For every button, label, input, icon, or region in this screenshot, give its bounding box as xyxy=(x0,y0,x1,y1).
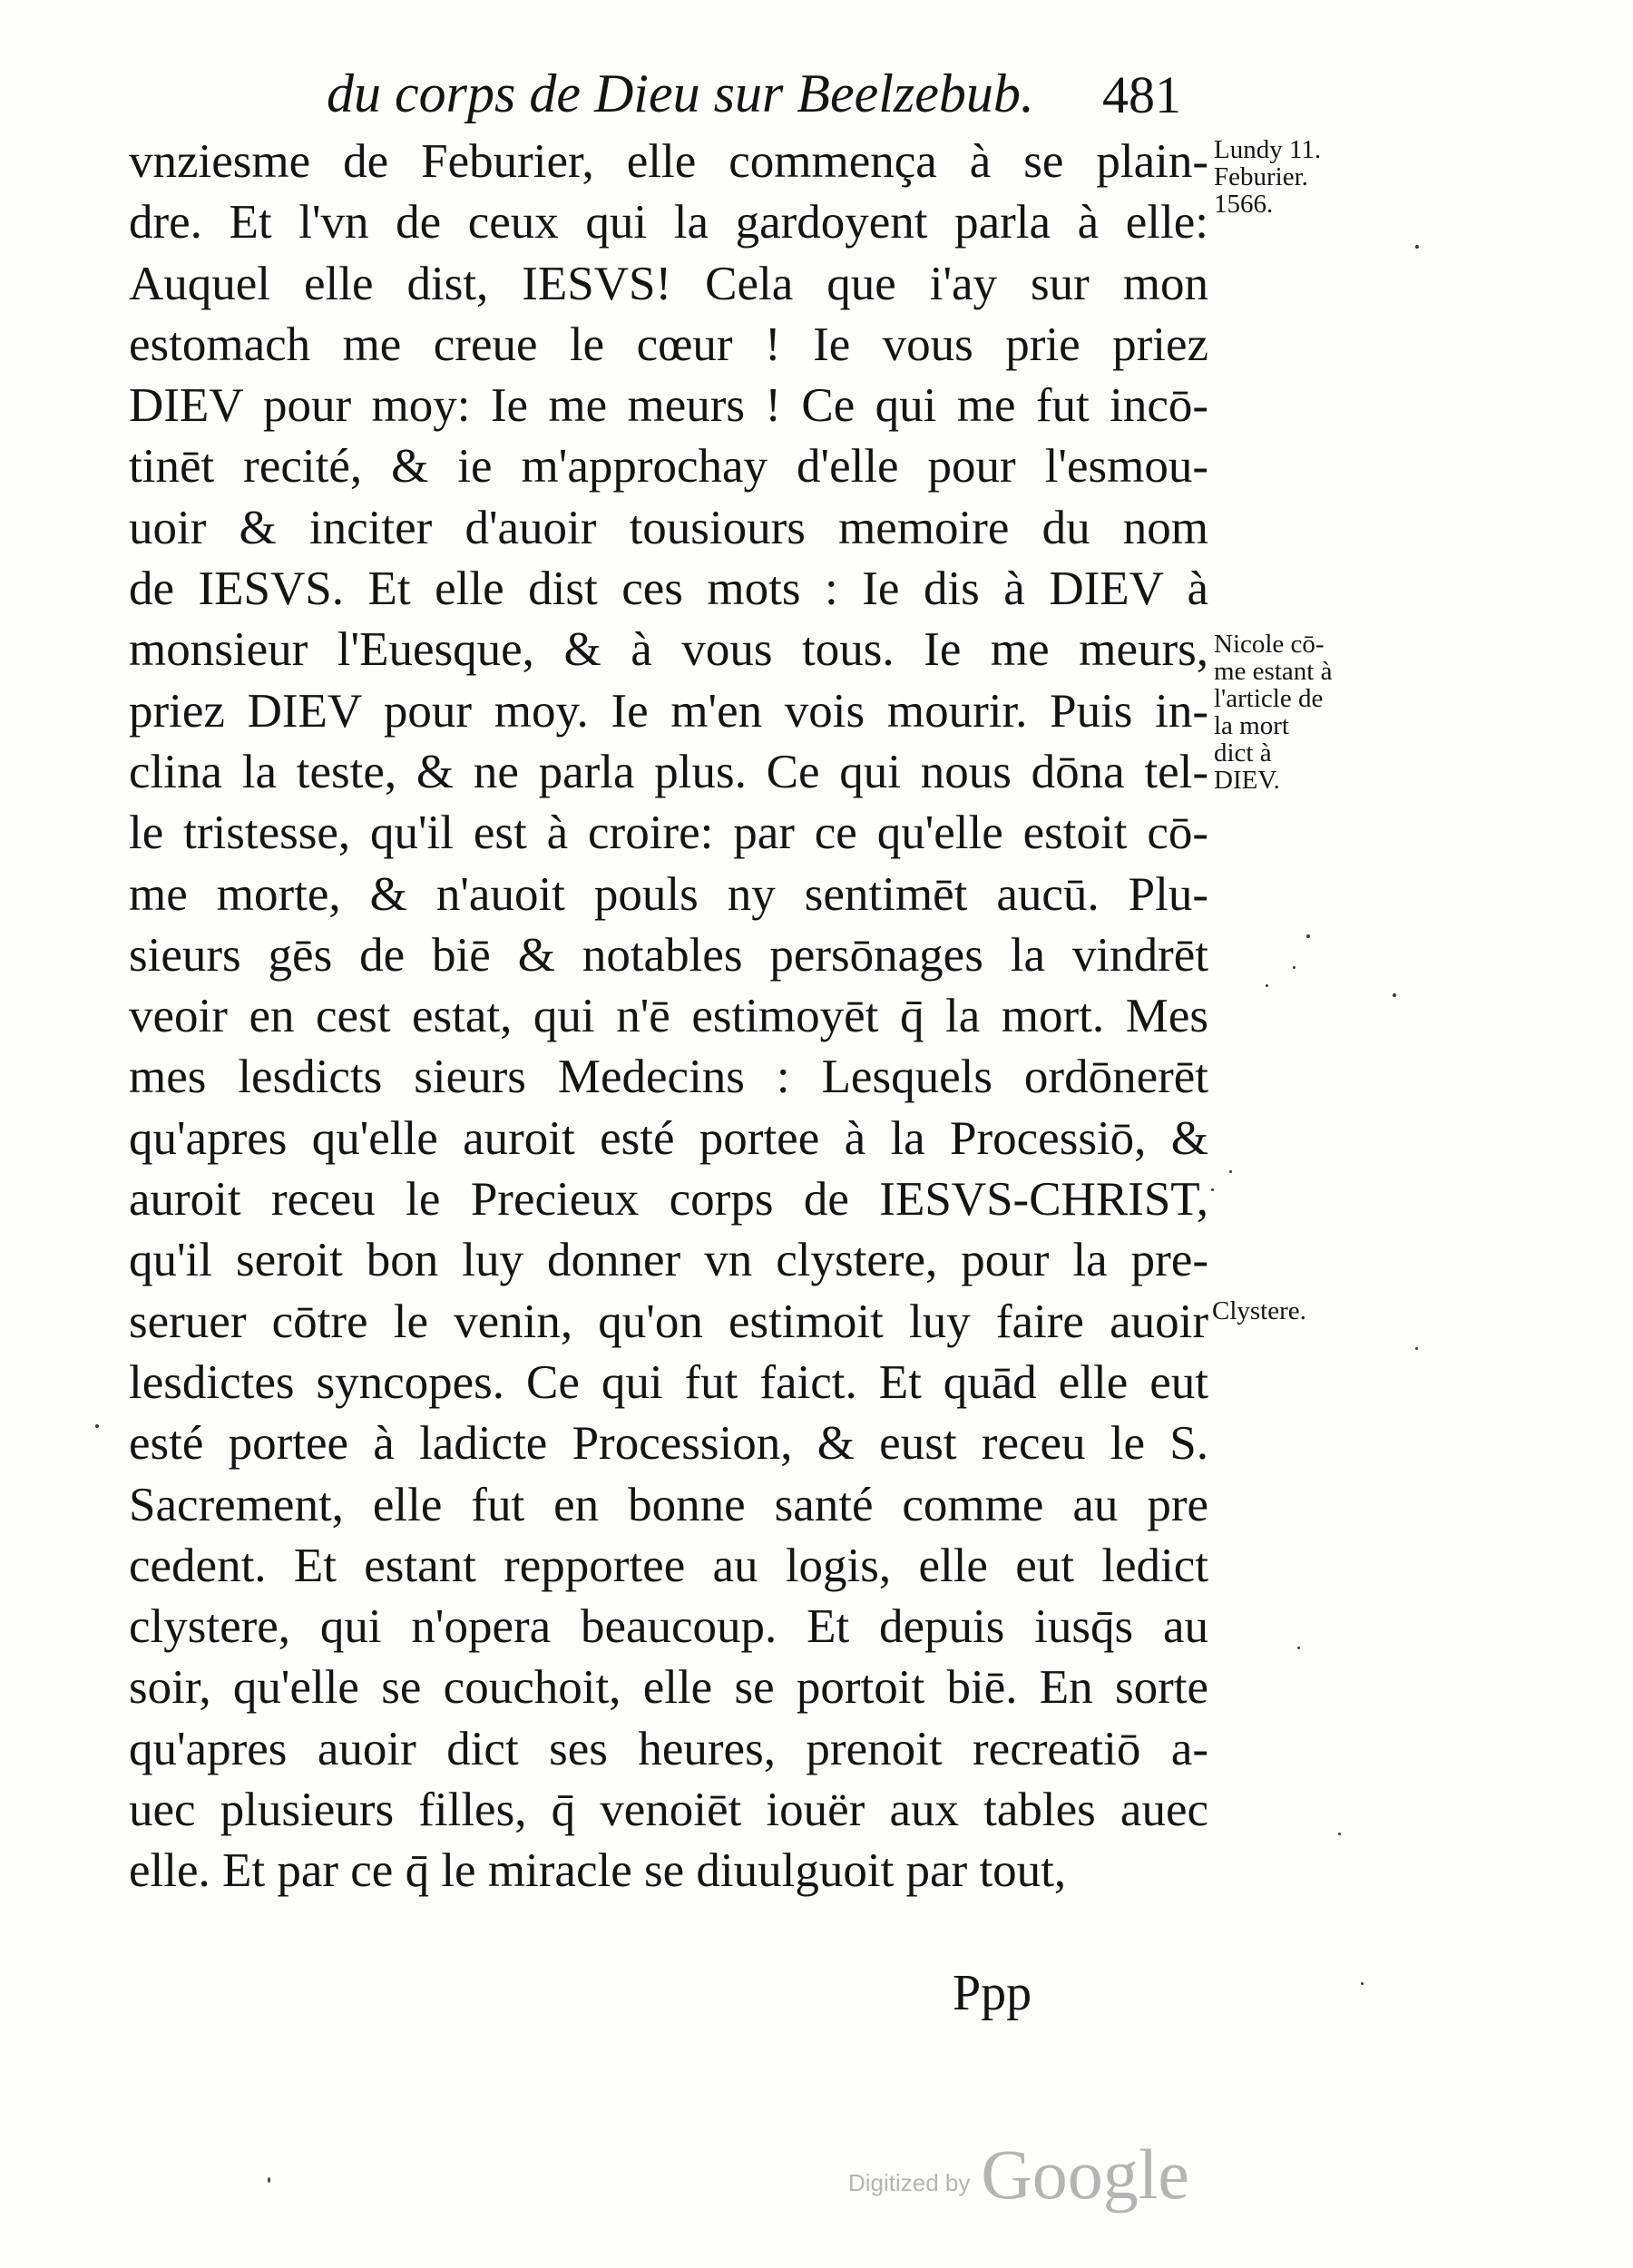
text-line: veoir en cest estat, qui n'ē estimoyēt q̄ la mort. Mes xyxy=(129,990,1208,1043)
scan-speck xyxy=(1297,1647,1300,1649)
running-head: du corps de Dieu sur Beelzebub. xyxy=(327,64,1034,123)
body-text xyxy=(129,132,1208,1902)
digitized-by-label: Digitized by xyxy=(848,2169,971,2196)
margin-note-nicole xyxy=(1214,631,1332,794)
margin-note-line: Clystere. xyxy=(1212,1296,1306,1325)
margin-note-line: l'article de xyxy=(1214,684,1324,713)
text-line: soir, qu'elle se couchoit, elle se portoit biē. En sorte xyxy=(129,1661,1208,1715)
text-line: sieurs gēs de biē & notables persōnages la vindrēt xyxy=(129,928,1208,982)
text-line: tinēt recité, & ie m'approchay d'elle pour l'esmou- xyxy=(129,440,1208,494)
margin-note-line: Lundy 11. xyxy=(1214,135,1322,164)
margin-note-line: la mort xyxy=(1214,711,1289,740)
margin-note-line: DIEV. xyxy=(1214,766,1280,795)
text-line: lesdictes syncopes. Ce qui fut faict. Et quād elle eut xyxy=(129,1355,1208,1409)
signature-mark: Ppp xyxy=(953,1965,1032,2021)
text-line: Sacrement, elle fut en bonne santé comme au pre xyxy=(129,1478,1208,1531)
margin-note-date xyxy=(1214,136,1321,218)
text-line: Auquel elle dist, IESVS! Cela que i'ay sur mon xyxy=(129,257,1208,310)
scan-speck xyxy=(1338,1833,1341,1835)
scan-speck xyxy=(1306,934,1310,938)
text-line: cedent. Et estant repportee au logis, elle eut ledict xyxy=(129,1539,1208,1592)
scan-speck xyxy=(1415,245,1419,249)
text-line: monsieur l'Euesque, & à vous tous. Ie me meurs, xyxy=(129,623,1208,677)
text-line: de IESVS. Et elle dist ces mots : Ie dis à DIEV à xyxy=(129,562,1208,616)
margin-note-line: me estant à xyxy=(1214,657,1333,686)
scan-speck xyxy=(1293,966,1296,969)
text-line: clystere, qui n'opera beaucoup. Et depuis iusq̄s au xyxy=(129,1600,1208,1654)
page-number: 481 xyxy=(1102,65,1181,124)
text-line: me morte, & n'auoit pouls ny sentimēt aucū. Plu- xyxy=(129,867,1208,921)
text-line: auroit receu le Precieux corps de IESVS-CHRIST, xyxy=(129,1173,1208,1227)
scan-speck xyxy=(1393,993,1396,997)
scan-speck xyxy=(1266,984,1268,987)
text-line: elle. Et par ce q̄ le miracle se diuulguoit par tout, xyxy=(129,1844,1067,1898)
text-line: qu'il seroit bon luy donner vn clystere, pour la pre- xyxy=(129,1234,1208,1287)
scan-speck xyxy=(268,2177,270,2183)
text-line: vnziesme de Feburier, elle commença à se plain- xyxy=(129,135,1208,188)
margin-note-clystere xyxy=(1212,1297,1306,1325)
scan-speck xyxy=(1211,1188,1214,1191)
margin-note-line: dict à xyxy=(1214,738,1272,767)
text-line: estomach me creue le cœur ! Ie vous prie priez xyxy=(129,318,1208,371)
text-line: esté portee à ladicte Procession, & eust receu le S. xyxy=(129,1417,1208,1471)
text-line: uoir & inciter d'auoir tousiours memoire du nom xyxy=(129,501,1208,554)
text-line: le tristesse, qu'il est à croire: par ce qu'elle estoit cō- xyxy=(129,807,1208,860)
text-line: dre. Et l'vn de ceux qui la gardoyent parla à elle: xyxy=(129,196,1208,249)
text-line: clina la teste, & ne parla plus. Ce qui nous dōna tel- xyxy=(129,745,1208,798)
text-line: DIEV pour moy: Ie me meurs ! Ce qui me fut incō- xyxy=(129,379,1208,433)
scan-speck xyxy=(95,1424,99,1428)
text-line: qu'apres auoir dict ses heures, prenoit recreatiō a- xyxy=(129,1722,1208,1775)
margin-note-line: 1566. xyxy=(1214,190,1274,219)
text-line: qu'apres qu'elle auroit esté portee à la Processiō, & xyxy=(129,1111,1208,1165)
scan-speck xyxy=(1229,1170,1232,1173)
text-line: priez DIEV pour moy. Ie m'en vois mourir. Puis in- xyxy=(129,684,1208,738)
digitized-by-google-watermark xyxy=(848,2134,1189,2215)
scan-speck xyxy=(1415,1347,1418,1350)
text-line: mes lesdicts sieurs Medecins : Lesquels ordōnerēt xyxy=(129,1051,1208,1104)
scan-speck xyxy=(1361,1982,1364,1985)
text-line: seruer cōtre le venin, qu'on estimoit luy faire auoir xyxy=(129,1295,1208,1348)
margin-note-line: Nicole cō- xyxy=(1214,630,1325,659)
margin-note-line: Feburier. xyxy=(1214,162,1308,191)
text-line: uec plusieurs filles, q̄ venoiēt iouër aux tables auec xyxy=(129,1784,1208,1837)
google-logo: Google xyxy=(981,2135,1190,2214)
